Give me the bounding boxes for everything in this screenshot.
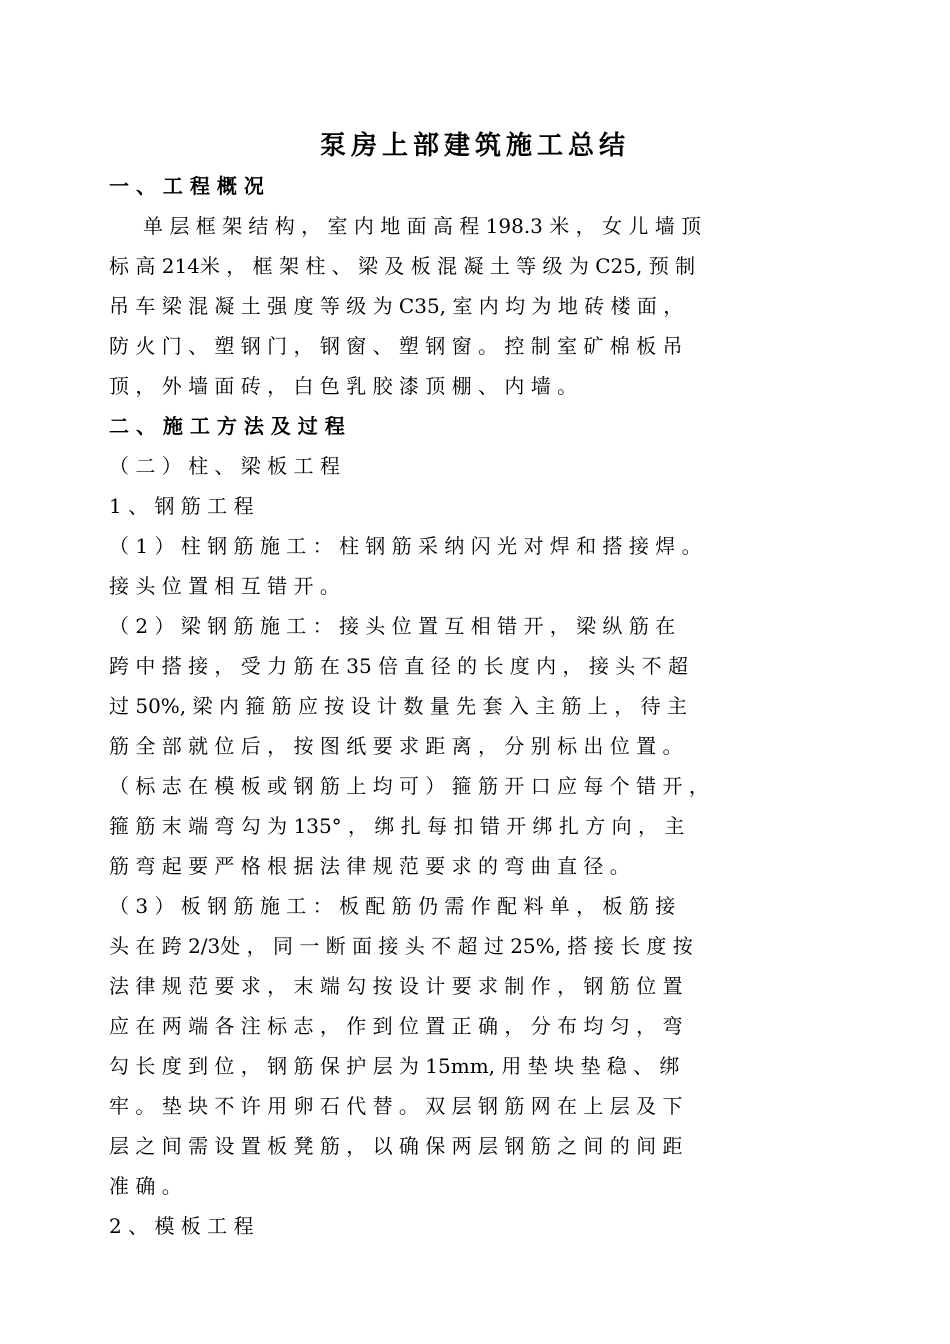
body-line: 头 在 跨 2/3处 ， 同 一 断 面 接 头 不 超 过 25%, 搭 接 长 度 按 bbox=[109, 934, 693, 958]
body-line: 2 、 模 板 工 程 bbox=[109, 1214, 254, 1238]
section-heading: 一 、 工 程 概 况 bbox=[109, 174, 264, 198]
body-line: （ 标 志 在 模 板 或 钢 筋 上 均 可 ） 箍 筋 开 口 应 每 个 错 开 ， bbox=[109, 774, 709, 798]
body-line: 筋 全 部 就 位 后 ， 按 图 纸 要 求 距 离 ， 分 别 标 出 位 置 。 bbox=[109, 734, 683, 758]
body-line: 顶 ， 外 墙 面 砖 ， 白 色 乳 胶 漆 顶 棚 、 内 墙 。 bbox=[109, 374, 578, 398]
body-line: 层 之 间 需 设 置 板 凳 筋 ， 以 确 保 两 层 钢 筋 之 间 的 间 距 bbox=[109, 1134, 683, 1158]
body-line: 法 律 规 范 要 求 ， 末 端 勾 按 设 计 要 求 制 作 ， 钢 筋 位 置 bbox=[109, 974, 683, 998]
body-line: 标 高 214米 ， 框 架 柱 、 梁 及 板 混 凝 土 等 级 为 C25, 预 制 bbox=[109, 254, 696, 278]
body-line: 准 确 。 bbox=[109, 1174, 182, 1198]
body-line: （ 3 ） 板 钢 筋 施 工 ： 板 配 筋 仍 需 作 配 料 单 ， 板 筋 接 bbox=[109, 894, 676, 918]
body-line: 箍 筋 末 端 弯 勾 为 135° ， 绑 扎 每 扣 错 开 绑 扎 方 向 ， 主 bbox=[109, 814, 685, 838]
body-line: 1 、 钢 筋 工 程 bbox=[109, 494, 254, 518]
body-line: 勾 长 度 到 位 ， 钢 筋 保 护 层 为 15mm, 用 垫 块 垫 稳 、 绑 bbox=[109, 1054, 680, 1078]
body-line: （ 2 ） 梁 钢 筋 施 工 ： 接 头 位 置 互 相 错 开 ， 梁 纵 筋 在 bbox=[109, 614, 676, 638]
body-line: 接 头 位 置 相 互 错 开 。 bbox=[109, 574, 340, 598]
body-line: 单 层 框 架 结 构 ， 室 内 地 面 高 程 198.3 米 ， 女 儿 墙 顶 bbox=[143, 214, 702, 238]
body-line: 跨 中 搭 接 ， 受 力 筋 在 35 倍 直 径 的 长 度 内 ， 接 头 不 超 bbox=[109, 654, 688, 678]
document-title: 泵房上部建筑施工总结 bbox=[319, 131, 630, 161]
section-heading: 二 、 施 工 方 法 及 过 程 bbox=[109, 414, 345, 438]
body-line: 过 50%, 梁 内 箍 筋 应 按 设 计 数 量 先 套 入 主 筋 上 ， 待 主 bbox=[109, 694, 687, 718]
body-line: （ 1 ） 柱 钢 筋 施 工 ： 柱 钢 筋 采 纳 闪 光 对 焊 和 搭 接 焊 。 bbox=[109, 534, 702, 558]
body-line: 防 火 门 、 塑 钢 门 ， 钢 窗 、 塑 钢 窗 。 控 制 室 矿 棉 板 吊 bbox=[109, 334, 683, 358]
body-line: 筋 弯 起 要 严 格 根 据 法 律 规 范 要 求 的 弯 曲 直 径 。 bbox=[109, 854, 630, 878]
body-line: （ 二 ） 柱 、 梁 板 工 程 bbox=[109, 454, 340, 478]
body-line: 吊 车 梁 混 凝 土 强 度 等 级 为 C35, 室 内 均 为 地 砖 楼 面 ， bbox=[109, 294, 684, 318]
body-line: 应 在 两 端 各 注 标 志 ， 作 到 位 置 正 确 ， 分 布 均 匀 ， 弯 bbox=[109, 1014, 683, 1038]
body-line: 牢 。 垫 块 不 许 用 卵 石 代 替 。 双 层 钢 筋 网 在 上 层 及 下 bbox=[109, 1094, 683, 1118]
